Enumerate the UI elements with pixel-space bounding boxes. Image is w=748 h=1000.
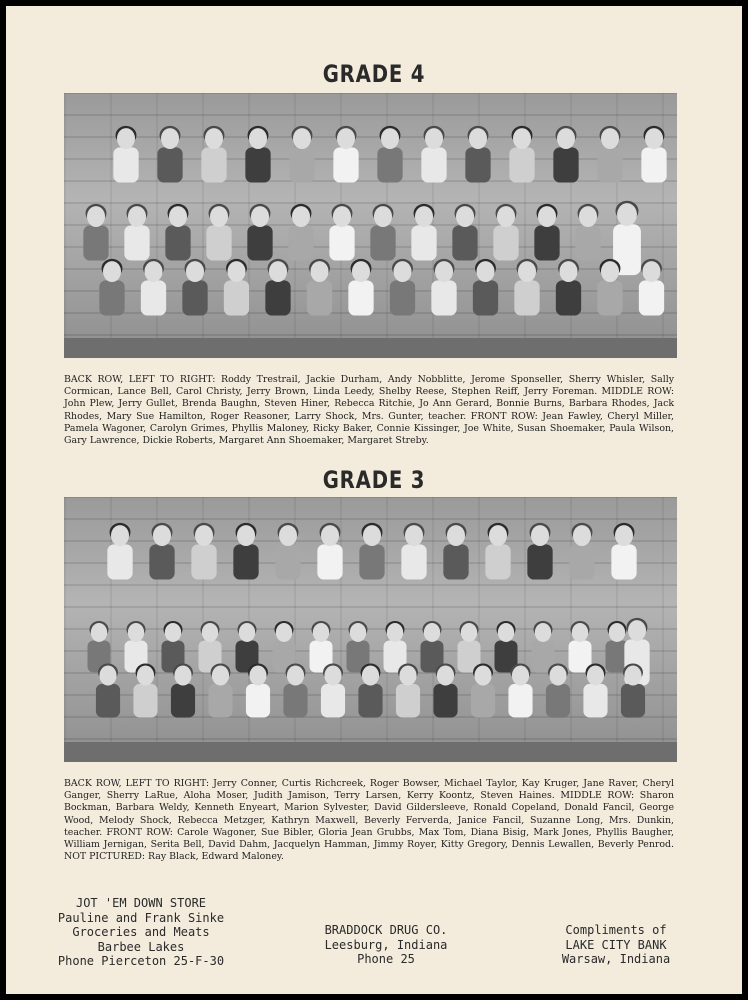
student-figure [396, 663, 420, 717]
student-figure [165, 204, 190, 261]
grade3-caption: BACK ROW, LEFT TO RIGHT: Jerry Conner, Curtis Richcreek, Roger Bowser, Michael Taylor, Kay Kruger, Jane Raver, Cheryl Ganger, Sherry LaRue, Aloha Moser, Judith Jamison, Terry Larsen, Kerry Koontz, Steven Haines. MIDDLE ROW: Sharon Bockman, Barbara Weldy, Kenneth Enyeart, Marion Sylvester, David Gildersleeve, Ronald Copeland, Donald Fancil, George Wood, Melody Shock, Rebecca Metzger, Kathryn Maxwell, Beverly Ferverda, Janice Fancil, Suzanne Long, Mrs. Dunkin, teacher. FRONT ROW: Carole Wagoner, Sue Bibler, Gloria Jean Grubbs, Max Tom, Diana Bisig, Mark Jones, Phyllis Baugher, William Jernigan, Serita Bell, David Dahm, Jacquelyn Hamman, Jimmy Royer, Kitty Gregory, Dennis Lewallen, Beverly Penrod. NOT PICTURED: Ray Black, Edward Maloney. [64, 778, 674, 863]
student-figure [201, 126, 226, 183]
student-figure [641, 126, 666, 183]
student-figure [621, 663, 645, 717]
student-figure [283, 663, 307, 717]
student-figure [411, 204, 436, 261]
student-figure [532, 621, 555, 673]
ad-line: Phone Pierceton 25-F-30 [57, 954, 225, 968]
student-figure [509, 126, 534, 183]
student-figure [245, 126, 270, 183]
student-figure [370, 204, 395, 261]
ad-line: LAKE CITY BANK [565, 937, 667, 952]
student-figure [390, 259, 415, 316]
student-figure [359, 523, 384, 580]
student-figure [233, 523, 258, 580]
student-figure [495, 621, 518, 673]
grade3-class-photo [64, 497, 677, 762]
student-figure [508, 663, 532, 717]
student-figure [514, 259, 539, 316]
student-figure [96, 663, 120, 717]
ad-line: JOT 'EM DOWN STORE [75, 896, 207, 910]
lake-city-bank-ad [521, 923, 711, 967]
student-figure [458, 621, 481, 673]
student-figure [275, 523, 300, 580]
student-figure [569, 621, 592, 673]
student-figure [611, 523, 636, 580]
student-figure [569, 523, 594, 580]
student-figure [493, 204, 518, 261]
grade4-class-photo [64, 93, 677, 358]
ad-line: Phone 25 [357, 952, 415, 966]
student-figure [133, 663, 157, 717]
grade3-photo-figures [64, 497, 677, 762]
jot-em-down-store-ad [26, 896, 256, 969]
student-figure [182, 259, 207, 316]
student-figure [421, 126, 446, 183]
student-figure [421, 621, 444, 673]
student-figure [556, 259, 581, 316]
student-figure [247, 204, 272, 261]
student-figure [329, 204, 354, 261]
student-figure [433, 663, 457, 717]
grade4-heading: GRADE 4 [322, 60, 426, 88]
student-figure [534, 204, 559, 261]
student-figure [141, 259, 166, 316]
student-figure [289, 126, 314, 183]
ad-line: BRADDOCK DRUG CO. [324, 923, 448, 937]
student-figure [317, 523, 342, 580]
student-figure [113, 126, 138, 183]
student-figure [157, 126, 182, 183]
ad-line: Warsaw, Indiana [561, 952, 671, 966]
student-figure [358, 663, 382, 717]
photo-floor [64, 338, 677, 358]
student-figure [99, 259, 124, 316]
student-figure [597, 126, 622, 183]
student-figure [443, 523, 468, 580]
student-figure [206, 204, 231, 261]
ad-line: Barbee Lakes [97, 939, 185, 954]
student-figure [333, 126, 358, 183]
student-figure [431, 259, 456, 316]
student-figure [583, 663, 607, 717]
photo-floor [64, 742, 677, 762]
student-figure [452, 204, 477, 261]
student-figure [348, 259, 373, 316]
student-figure [639, 259, 664, 316]
student-figure [575, 204, 600, 261]
student-figure [83, 204, 108, 261]
student-figure [527, 523, 552, 580]
student-figure [171, 663, 195, 717]
student-figure [224, 259, 249, 316]
student-figure [124, 204, 149, 261]
student-figure [208, 663, 232, 717]
student-figure [307, 259, 332, 316]
student-figure [246, 663, 270, 717]
grade4-photo-figures [64, 93, 677, 358]
student-figure [546, 663, 570, 717]
student-figure [265, 259, 290, 316]
student-figure [401, 523, 426, 580]
student-figure [377, 126, 402, 183]
grade4-caption: BACK ROW, LEFT TO RIGHT: Roddy Trestrail, Jackie Durham, Andy Nobblitte, Jerome Sponseller, Sherry Whisler, Sally Cormican, Lance Bell, Carol Christy, Jerry Brown, Linda Leedy, Shelby Reese, Stephen Reiff, Jerry Foreman. MIDDLE ROW: John Plew, Jerry Gullet, Brenda Baughn, Steven Hiner, Rebecca Ritchie, Jo Ann Gerard, Bonnie Burns, Barbara Rhodes, Jack Rhodes, Mary Sue Hamilton, Roger Reasoner, Larry Shock, Mrs. Gunter, teacher. FRONT ROW: Jean Fawley, Cheryl Miller, Pamela Wagoner, Carolyn Grimes, Phyllis Maloney, Ricky Baker, Connie Kissinger, Joe White, Susan Shoemaker, Paula Wilson, Gary Lawrence, Dickie Roberts, Margaret Ann Shoemaker, Margaret Streby. [64, 374, 674, 447]
student-figure [321, 663, 345, 717]
grade3-heading: GRADE 3 [322, 466, 426, 494]
student-figure [597, 259, 622, 316]
ad-line: Leesburg, Indiana [324, 937, 448, 952]
ad-line: Compliments of [565, 923, 667, 937]
student-figure [191, 523, 216, 580]
student-figure [107, 523, 132, 580]
ad-line: Pauline and Frank Sinke [57, 910, 225, 925]
student-figure [288, 204, 313, 261]
student-figure [471, 663, 495, 717]
student-figure [553, 126, 578, 183]
student-figure [465, 126, 490, 183]
yearbook-page [6, 6, 742, 994]
ad-line: Groceries and Meats [72, 925, 210, 939]
student-figure [149, 523, 174, 580]
braddock-drug-ad [286, 923, 486, 967]
student-figure [485, 523, 510, 580]
student-figure [473, 259, 498, 316]
